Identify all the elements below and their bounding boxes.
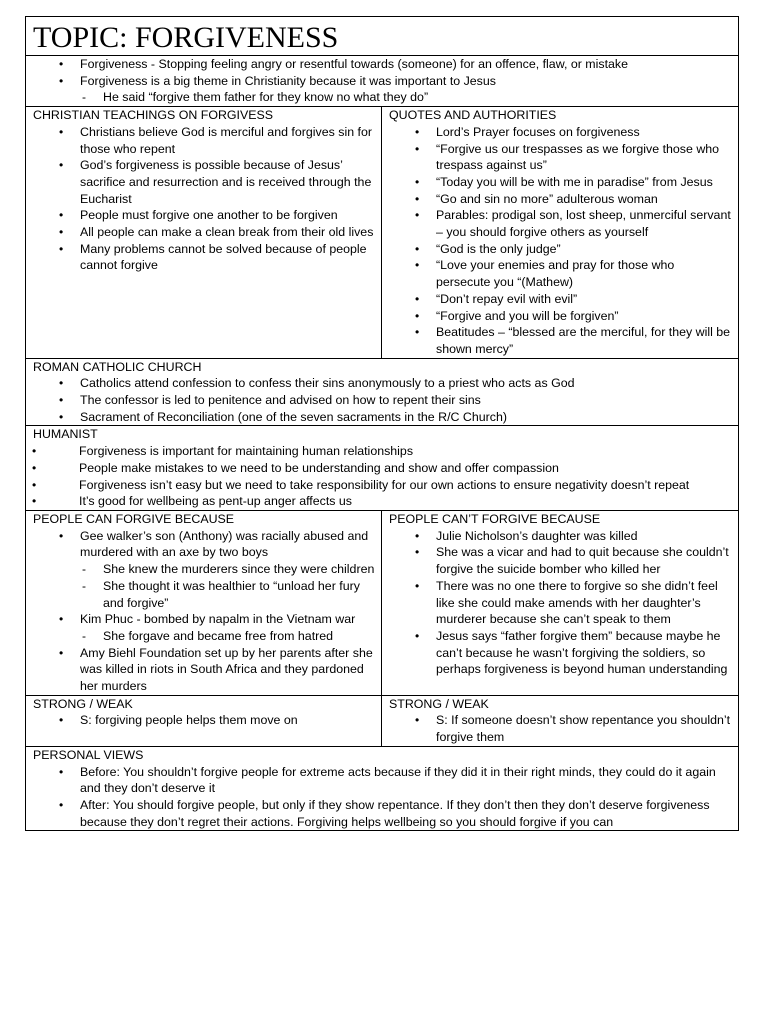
list-item: • “Forgive and you will be forgiven” xyxy=(389,308,732,325)
quotes-section xyxy=(382,107,738,358)
list-item: • Jesus says “father forgive them” because maybe he can’t because he wasn’t forgiving the soldiers, so perhaps forgiveness is beyond human understanding xyxy=(389,628,732,678)
list-item: • Catholics attend confession to confess their sins anonymously to a priest who acts as God xyxy=(33,375,732,392)
list-item: • Forgiveness - Stopping feeling angry or resentful towards (someone) for an offence, flaw, or mistake xyxy=(33,56,732,73)
list-item: • She was a vicar and had to quit because she couldn’t forgive the suicide bomber who killed her xyxy=(389,544,732,577)
sub-list-item: - He said “forgive them father for they know no what they do” xyxy=(33,89,732,106)
sub-list-item: - She knew the murderers since they were children xyxy=(33,561,375,578)
quotes-list xyxy=(389,124,732,358)
christian-teachings-heading: CHRISTIAN TEACHINGS ON FORGIVESS xyxy=(33,108,274,123)
strong-weak-row xyxy=(26,696,738,747)
christian-teachings-list xyxy=(33,124,375,274)
strong-weak-right-heading: STRONG / WEAK xyxy=(389,696,489,711)
forgiveness-sheet xyxy=(25,16,739,831)
strong-weak-left-section xyxy=(26,696,382,746)
title-row xyxy=(26,17,738,56)
sub-list-item: - She thought it was healthier to “unload her fury and forgive” xyxy=(33,578,375,611)
christian-teachings-section xyxy=(26,107,382,358)
list-item: • Julie Nicholson’s daughter was killed xyxy=(389,528,732,545)
can-forgive-heading: PEOPLE CAN FORGIVE BECAUSE xyxy=(33,511,235,526)
list-item: • It’s good for wellbeing as pent-up anger affects us xyxy=(32,493,732,510)
list-item: • Before: You shouldn’t forgive people for extreme acts because if they did it in their right minds, they could do it again and they don’t deserve it xyxy=(33,764,732,797)
personal-views-section xyxy=(26,747,738,831)
sub-list-item: - She forgave and became free from hatred xyxy=(33,628,375,645)
list-item: • People make mistakes to we need to be understanding and show and offer compassion xyxy=(32,460,732,477)
list-item: • There was no one there to forgive so she didn’t feel like she could make amends with her daughter’s murderer because she can’t speak to them xyxy=(389,578,732,628)
list-item: • The confessor is led to penitence and advised on how to repent their sins xyxy=(33,392,732,409)
can-forgive-list xyxy=(33,528,375,695)
intro-cell xyxy=(26,56,738,106)
list-item: • Forgiveness isn’t easy but we need to take responsibility for our own actions to ensure negativity doesn’t repeat xyxy=(32,477,732,494)
list-item: • Amy Biehl Foundation set up by her parents after she was killed in riots in South Africa and they pardoned her murders xyxy=(33,645,375,695)
teachings-quotes-row xyxy=(26,107,738,359)
list-item: • All people can make a clean break from their old lives xyxy=(33,224,375,241)
list-item: • Kim Phuc - bombed by napalm in the Vietnam war xyxy=(33,611,375,628)
strong-weak-right-section xyxy=(382,696,738,746)
humanist-heading: HUMANIST xyxy=(33,427,98,442)
forgive-row xyxy=(26,511,738,696)
list-item: • Forgiveness is a big theme in Christianity because it was important to Jesus xyxy=(33,73,732,90)
list-item: • Sacrament of Reconciliation (one of the seven sacraments in the R/C Church) xyxy=(33,409,732,426)
humanist-list xyxy=(32,443,732,510)
personal-views-row xyxy=(26,747,738,832)
roman-catholic-list xyxy=(33,375,732,425)
list-item: • “Today you will be with me in paradise” from Jesus xyxy=(389,174,732,191)
list-item: • Beatitudes – “blessed are the merciful, for they will be shown mercy” xyxy=(389,324,732,357)
humanist-section xyxy=(26,426,738,510)
strong-weak-left-heading: STRONG / WEAK xyxy=(33,696,133,711)
cant-forgive-list xyxy=(389,528,732,678)
strong-weak-right-list xyxy=(389,712,732,745)
personal-views-heading: PERSONAL VIEWS xyxy=(33,747,144,762)
list-item: • “Love your enemies and pray for those who persecute you “(Mathew) xyxy=(389,257,732,290)
quotes-heading: QUOTES AND AUTHORITIES xyxy=(389,108,557,123)
list-item: • “Forgive us our trespasses as we forgive those who trespass against us” xyxy=(389,141,732,174)
personal-views-list xyxy=(33,764,732,831)
roman-catholic-row xyxy=(26,359,738,427)
list-item: • Parables: prodigal son, lost sheep, unmerciful servant – you should forgive others as yourself xyxy=(389,207,732,240)
list-item: • People must forgive one another to be forgiven xyxy=(33,207,375,224)
roman-catholic-section xyxy=(26,359,738,426)
list-item: • “God is the only judge” xyxy=(389,241,732,258)
cant-forgive-section xyxy=(382,511,738,695)
list-item: • After: You should forgive people, but only if they show repentance. If they don’t then they don’t deserve forgiveness because they don’t regret their actions. Forgiving helps wellbeing so you should forgive if you can xyxy=(33,797,732,830)
list-item: • Gee walker’s son (Anthony) was racially abused and murdered with an axe by two boys xyxy=(33,528,375,561)
list-item: • S: If someone doesn’t show repentance you shouldn’t forgive them xyxy=(389,712,732,745)
list-item: • S: forgiving people helps them move on xyxy=(33,712,375,729)
list-item: • Lord’s Prayer focuses on forgiveness xyxy=(389,124,732,141)
list-item: • Christians believe God is merciful and forgives sin for those who repent xyxy=(33,124,375,157)
list-item: • Many problems cannot be solved because of people cannot forgive xyxy=(33,241,375,274)
list-item: • Forgiveness is important for maintaining human relationships xyxy=(32,443,732,460)
page-title: TOPIC: FORGIVENESS xyxy=(33,21,339,54)
humanist-row xyxy=(26,426,738,511)
cant-forgive-heading: PEOPLE CAN’T FORGIVE BECAUSE xyxy=(389,511,601,526)
intro-row xyxy=(26,56,738,107)
list-item: • “Go and sin no more” adulterous woman xyxy=(389,191,732,208)
can-forgive-section xyxy=(26,511,382,695)
roman-catholic-heading: ROMAN CATHOLIC CHURCH xyxy=(33,359,202,374)
list-item: • God’s forgiveness is possible because of Jesus’ sacrifice and resurrection and is received through the Eucharist xyxy=(33,157,375,207)
strong-weak-left-list xyxy=(33,712,375,729)
list-item: • “Don’t repay evil with evil” xyxy=(389,291,732,308)
intro-list xyxy=(33,56,732,106)
